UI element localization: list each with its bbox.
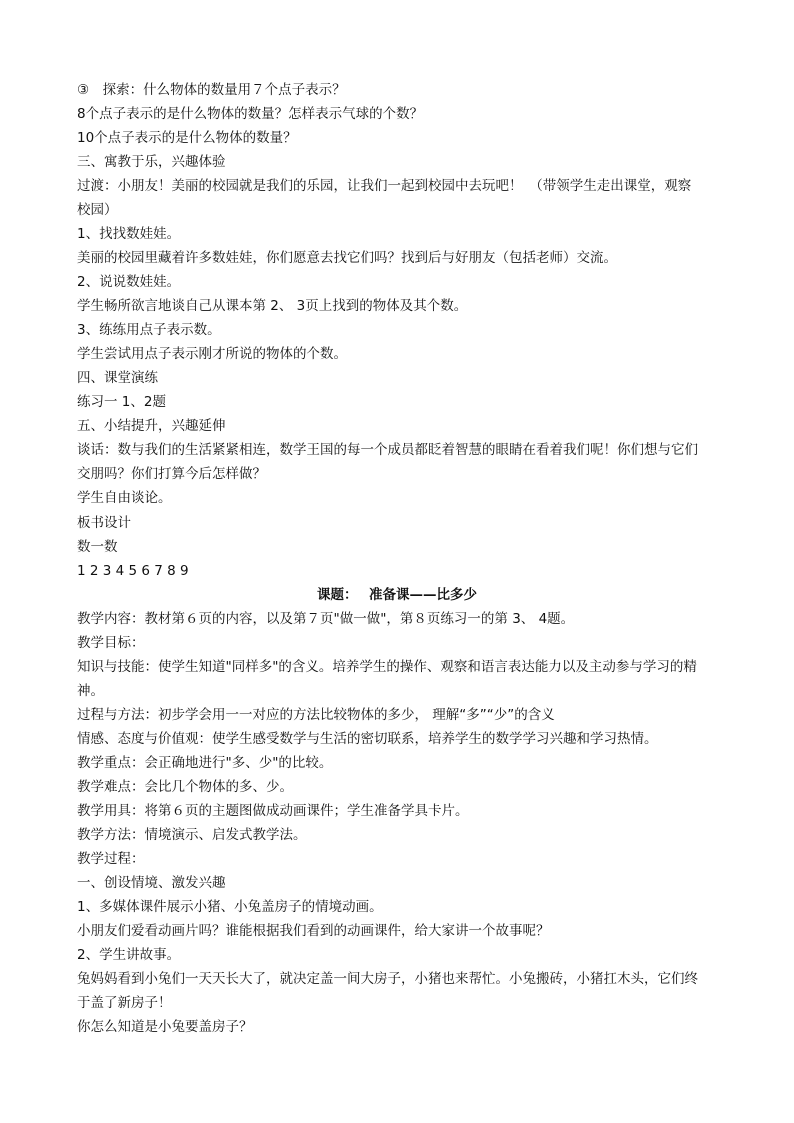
text-line: 教学重点：会正确地进行"多、少"的比较。 bbox=[77, 755, 333, 771]
text-line: 10个点子表示的是什么物体的数量？ bbox=[77, 130, 297, 146]
section-heading: 四、课堂演练 bbox=[77, 370, 158, 386]
text-line: 校园） bbox=[77, 202, 118, 218]
section-heading: 一、创设情境、激发兴趣 bbox=[77, 875, 226, 891]
text-line: 美丽的校园里藏着许多数娃娃，你们愿意去找它们吗？找到后与好朋友（包括老师）交流。 bbox=[77, 250, 617, 266]
text-line: 教学难点：会比几个物体的多、少。 bbox=[77, 779, 293, 795]
text-line: 学生畅所欲言地谈自己从课本第 2、 3页上找到的物体及其个数。 bbox=[77, 298, 468, 314]
text-line: 2、说说数娃娃。 bbox=[77, 274, 181, 290]
text-line: 板书设计 bbox=[77, 515, 131, 531]
text-line: 1、多媒体课件展示小猪、小兔盖房子的情境动画。 bbox=[77, 899, 383, 915]
text-line: 你怎么知道是小兔要盖房子？ bbox=[77, 1019, 253, 1035]
text-line: 谈话：数与我们的生活紧紧相连，数学王国的每一个成员都眨着智慧的眼睛在看着我们呢！你们想与它们 bbox=[77, 442, 698, 458]
text-line: 教学方法：情境演示、启发式教学法。 bbox=[77, 827, 307, 843]
text-line: 于盖了新房子！ bbox=[77, 995, 172, 1011]
section-heading: 五、小结提升，兴趣延伸 bbox=[77, 418, 226, 434]
text-line: 教学目标： bbox=[77, 635, 145, 651]
text-line: 情感、态度与价值观：使学生感受数学与生活的密切联系，培养学生的数学学习兴趣和学习热情。 bbox=[77, 731, 658, 747]
text-line: 8个点子表示的是什么物体的数量？怎样表示气球的个数？ bbox=[77, 106, 424, 122]
text-line: 1 2 3 4 5 6 7 8 9 bbox=[77, 563, 189, 579]
text-line: 教学内容：教材第６页的内容，以及第７页"做一做"，第８页练习一的第 3、 4题。 bbox=[77, 611, 575, 627]
text-line: 练习一 1、2题 bbox=[77, 394, 166, 410]
text-line: 兔妈妈看到小兔们一天天长大了，就决定盖一间大房子，小猪也来帮忙。小兔搬砖，小猪扛木头，它们终 bbox=[77, 971, 698, 987]
text-line: 2、学生讲故事。 bbox=[77, 947, 181, 963]
text-line: 数一数 bbox=[77, 539, 118, 555]
section-heading: 三、寓教于乐，兴趣体验 bbox=[77, 154, 226, 170]
text-line: 小朋友们爱看动画片吗？谁能根据我们看到的动画课件，给大家讲一个故事呢？ bbox=[77, 923, 550, 939]
text-line: ③ 探索：什么物体的数量用７个点子表示？ bbox=[77, 82, 346, 98]
text-line: 1、找找数娃娃。 bbox=[77, 226, 181, 242]
text-line: 教学过程： bbox=[77, 851, 145, 867]
text-line: 教学用具：将第６页的主题图做成动画课件；学生准备学具卡片。 bbox=[77, 803, 469, 819]
text-line: 知识与技能：使学生知道"同样多"的含义。培养学生的操作、观察和语言表达能力以及主动参与学习的精 bbox=[77, 659, 697, 675]
text-line: 学生尝试用点子表示刚才所说的物体的个数。 bbox=[77, 346, 347, 362]
text-line: 学生自由谈论。 bbox=[77, 490, 172, 506]
text-line: 神。 bbox=[77, 683, 104, 699]
text-line: 3、练练用点子表示数。 bbox=[77, 322, 221, 338]
text-line: 交朋吗？你们打算今后怎样做？ bbox=[77, 466, 266, 482]
text-line: 过渡：小朋友！美丽的校园就是我们的乐园，让我们一起到校园中去玩吧！ （带领学生走出课堂，观察 bbox=[77, 178, 692, 194]
text-line: 过程与方法：初步学会用一一对应的方法比较物体的多少， 理解“多”“少”的含义 bbox=[77, 707, 555, 723]
lesson-title: 课题： 准备课——比多少 bbox=[317, 587, 477, 603]
